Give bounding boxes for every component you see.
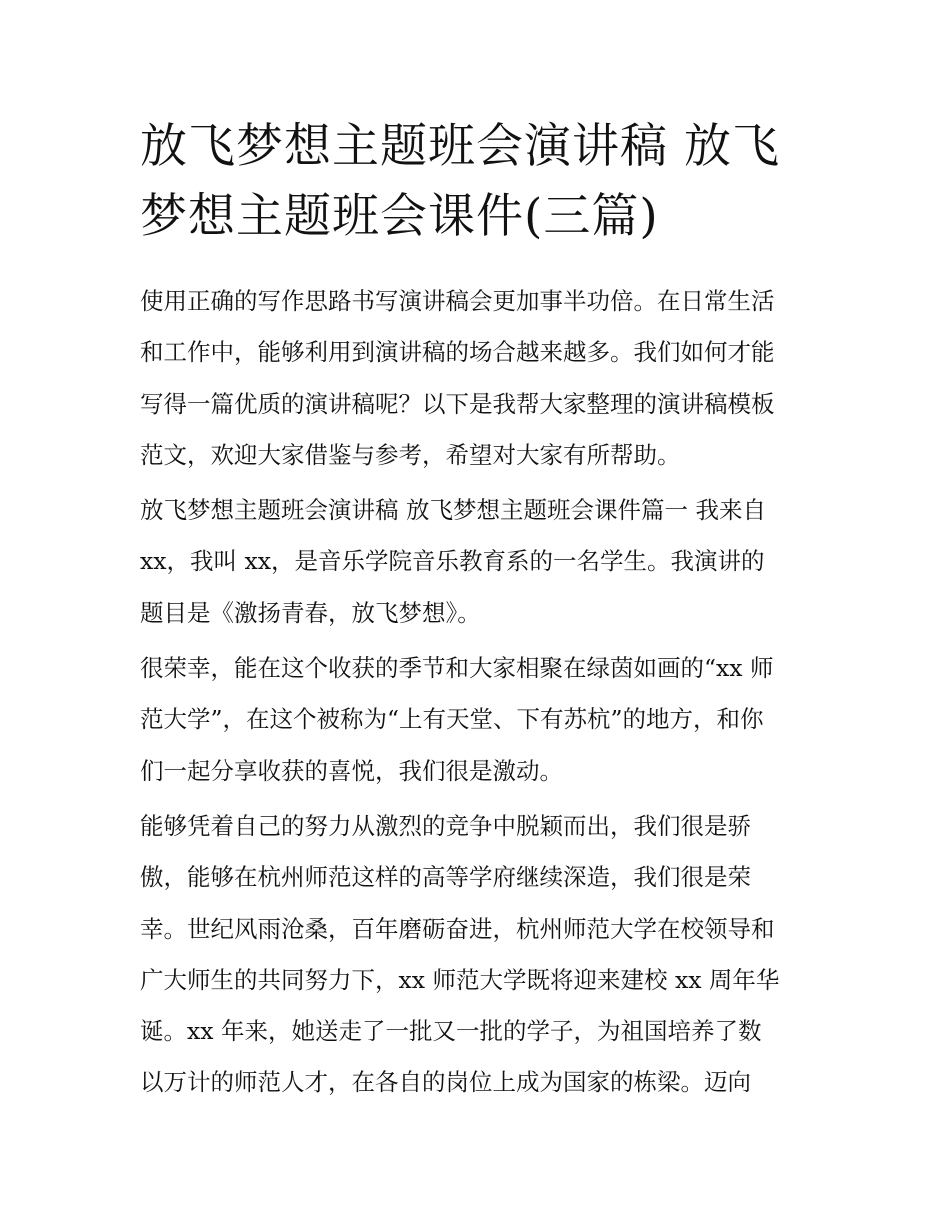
title-line-2: 梦想主题班会课件(三篇) (140, 189, 659, 244)
text-line: 范大学”，在这个被称为“上有天堂、下有苏杭”的地方，和你 (140, 705, 764, 734)
text-line: 很荣幸，能在这个收获的季节和大家相聚在绿茵如画的“xx 师 (140, 654, 774, 683)
document-body (140, 276, 820, 1113)
text-line: 能够凭着自己的努力从激烈的竞争中脱颖而出，我们很是骄 (140, 811, 751, 840)
text-line: 傲，能够在杭州师范这样的高等学府继续深造，我们很是荣 (140, 863, 751, 892)
paragraph-honor (140, 643, 820, 797)
paragraph-pride (140, 801, 820, 1109)
paragraph-intro (140, 276, 820, 481)
text-line: 放飞梦想主题班会演讲稿 放飞梦想主题班会课件篇一 我来自 (140, 496, 766, 525)
text-line: 题目是《激扬青春，放飞梦想》。 (140, 598, 481, 627)
text-line: 写得一篇优质的演讲稿呢？以下是我帮大家整理的演讲稿模板 (140, 389, 775, 418)
text-line: 和工作中，能够利用到演讲稿的场合越来越多。我们如何才能 (140, 338, 775, 367)
text-line: 们一起分享收获的喜悦，我们很是激动。 (140, 756, 563, 785)
paragraph-speech-intro (140, 485, 820, 639)
text-line: 使用正确的写作思路书写演讲稿会更加事半功倍。在日常生活 (140, 287, 775, 315)
text-line: 范文，欢迎大家借鉴与参考，希望对大家有所帮助。 (140, 440, 681, 469)
text-line: 诞。xx 年来，她送走了一批又一批的学子，为祖国培养了数 (140, 1017, 762, 1046)
text-line: xx，我叫 xx，是音乐学院音乐教育系的一名学生。我演讲的 (140, 547, 765, 576)
text-line: 以万计的师范人才，在各自的岗位上成为国家的栋梁。迈向 (140, 1068, 751, 1097)
text-line: 广大师生的共同努力下，xx 师范大学既将迎来建校 xx 周年华 (140, 965, 780, 994)
title-line-1: 放飞梦想主题班会演讲稿 放飞 (140, 119, 780, 174)
document-title (140, 112, 820, 252)
text-line: 幸。世纪风雨沧桑，百年磨砺奋进，杭州师范大学在校领导和 (140, 914, 775, 943)
